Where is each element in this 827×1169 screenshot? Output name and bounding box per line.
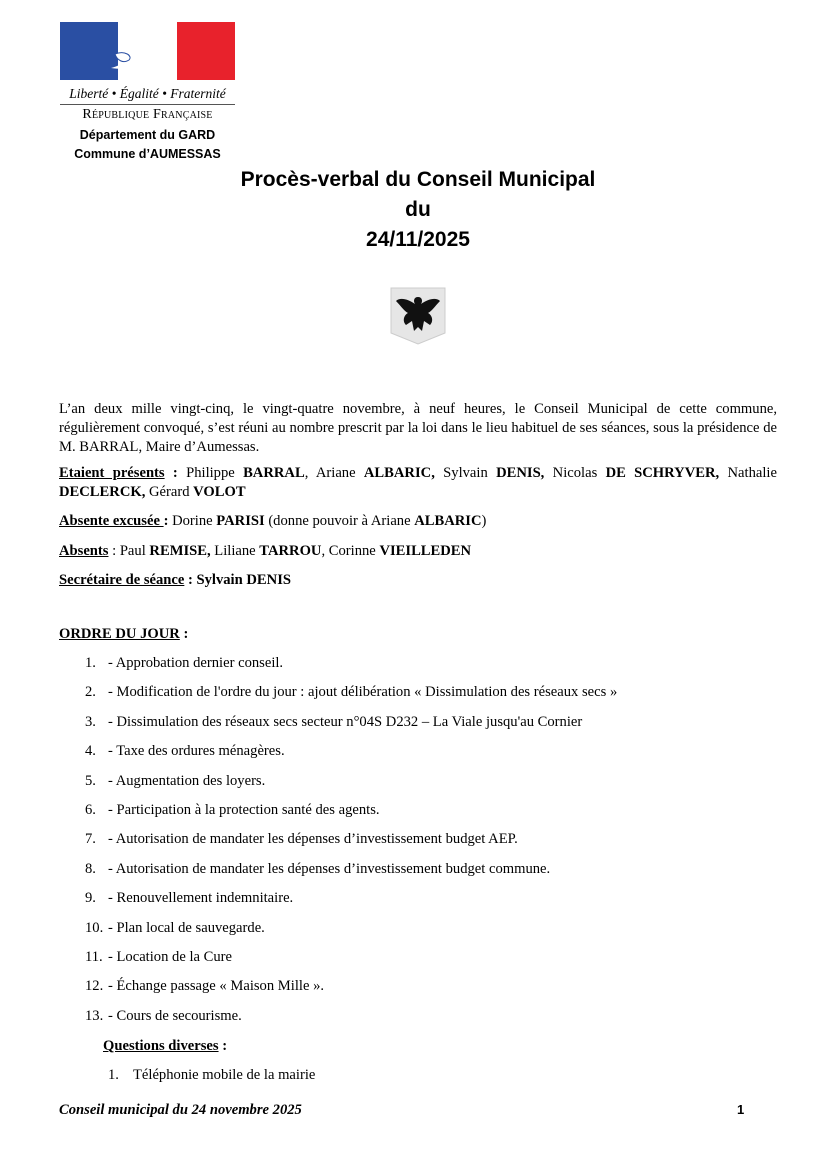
member-name: REMISE, [149,543,211,559]
question-item [108,1067,315,1084]
attendance-text: , Ariane [304,465,364,481]
page-title: Procès-verbal du Conseil Municipal [240,168,596,191]
agenda-item-text: - Dissimulation des réseaux secs secteur n°04S D232 – La Viale jusqu'au Cornier [108,713,583,730]
page-title-date: 24/11/2025 [366,228,470,251]
agenda-item-text: - Autorisation de mandater les dépenses d’investissement budget commune. [108,860,551,877]
agenda-item [85,890,293,907]
attendance-line [59,571,777,590]
agenda-item-text: - Approbation dernier conseil. [108,655,284,671]
agenda-item [85,773,265,790]
member-name: : Sylvain DENIS [184,572,291,588]
commune-name: Commune d’AUMESSAS [74,147,221,161]
member-name: ALBARIC, [363,465,435,481]
intro-paragraph: L’an deux mille vingt-cinq, le vingt-quatre novembre, à neuf heures, le Conseil Municipal de cette commune, régulièrement convoqué, s’est réuni au nombre prescrit par la loi dans le lieu habituel de ses séances, sous la présidence de M. BARRAL, Maire d’Aumessas. [59,401,777,455]
agenda-item [85,1008,242,1025]
agenda-item-text: - Cours de secourisme. [108,1007,242,1024]
attendance-label: Etaient présents [59,465,165,481]
agenda-heading-label: ORDRE DU JOUR [59,626,180,642]
agenda-item [85,861,550,878]
agenda-item-number: 1. [85,655,96,671]
agenda-item-text: - Augmentation des loyers. [108,772,266,789]
agenda-item-number: 4. [85,743,96,760]
member-name: TARROU [259,543,322,559]
agenda-item-number: 13. [85,1007,104,1024]
agenda-item [85,802,380,819]
member-name: DECLERCK, [59,484,146,500]
footer-text: Conseil municipal du 24 novembre 2025 [59,1102,302,1118]
agenda-item-number: 7. [85,831,96,848]
agenda-item-number: 10. [85,919,104,936]
page-title-du: du [405,198,431,221]
agenda-item-number: 5. [85,772,96,789]
commune-crest-icon [390,287,446,345]
attendance-label: Secrétaire de séance [59,572,185,588]
attendance-label: Absente excusée [59,513,164,529]
agenda-heading-suffix: : [179,626,189,642]
questions-heading-label: Questions diverses [103,1038,219,1054]
member-name: BARRAL [243,465,305,481]
member-name: VOLOT [193,484,246,500]
agenda-item-text: - Modification de l'ordre du jour : ajout délibération « Dissimulation des réseaux secs » [108,684,618,701]
republic-motto: Liberté • Égalité • Fraternité [60,86,235,105]
attendance-text: Liliane [210,543,260,559]
agenda-item [85,684,617,701]
attendance-line [59,464,777,502]
member-name: : [164,465,187,481]
attendance-text: Philippe [186,465,244,481]
agenda-item-number: 2. [85,684,96,701]
agenda-item-number: 6. [85,802,96,818]
marianne-profile-icon [105,24,180,78]
agenda-item-number: 12. [85,978,104,995]
attendance-text: Gérard [145,484,194,500]
agenda-item-text: - Plan local de sauvegarde. [108,919,265,936]
agenda-item-text: - Participation à la protection santé des agents. [108,802,380,818]
agenda-item [85,831,518,848]
attendance-label: Absents [59,543,109,559]
questions-heading-suffix: : [218,1038,228,1054]
agenda-item [85,714,582,731]
questions-heading [103,1038,227,1055]
agenda-item-text: - Autorisation de mandater les dépenses d’investissement budget AEP. [108,831,518,848]
member-name: ALBARIC [414,513,482,529]
member-name: : [163,513,173,529]
member-name: PARISI [216,513,265,529]
agenda-item [85,743,285,760]
question-text: Téléphonie mobile de la mairie [133,1067,316,1083]
agenda-item-number: 11. [85,949,103,965]
attendance-text: ) [481,513,487,529]
agenda-item [85,655,283,672]
attendance-text: Sylvain [434,465,497,481]
agenda-item-number: 9. [85,890,96,907]
page-number: 1 [737,1102,745,1117]
attendance-text: , Corinne [321,543,380,559]
republic-name: République Française [82,107,213,122]
agenda-item-text: - Échange passage « Maison Mille ». [108,978,325,995]
attendance-text: : Paul [108,543,150,559]
attendance-text: (donne pouvoir à Ariane [264,513,415,529]
agenda-item-number: 3. [85,713,96,730]
attendance-text: Nicolas [544,465,606,481]
agenda-heading [59,626,188,643]
attendance-text: Dorine [172,513,217,529]
agenda-item-text: - Taxe des ordures ménagères. [108,743,285,760]
agenda-item [85,978,324,995]
agenda-item-text: - Location de la Cure [108,949,232,965]
member-name: DENIS, [496,465,545,481]
attendance-line [59,542,777,561]
attendance-line [59,512,777,531]
member-name: VIEILLEDEN [379,543,472,559]
marianne-logo [60,22,235,80]
question-number: 1. [108,1067,119,1083]
department-name: Département du GARD [79,128,216,142]
attendance-text: Nathalie [719,465,777,481]
agenda-item [85,920,265,937]
agenda-item [85,949,232,966]
agenda-item-text: - Renouvellement indemnitaire. [108,890,294,907]
member-name: DE SCHRYVER, [605,465,720,481]
agenda-item-number: 8. [85,860,96,877]
